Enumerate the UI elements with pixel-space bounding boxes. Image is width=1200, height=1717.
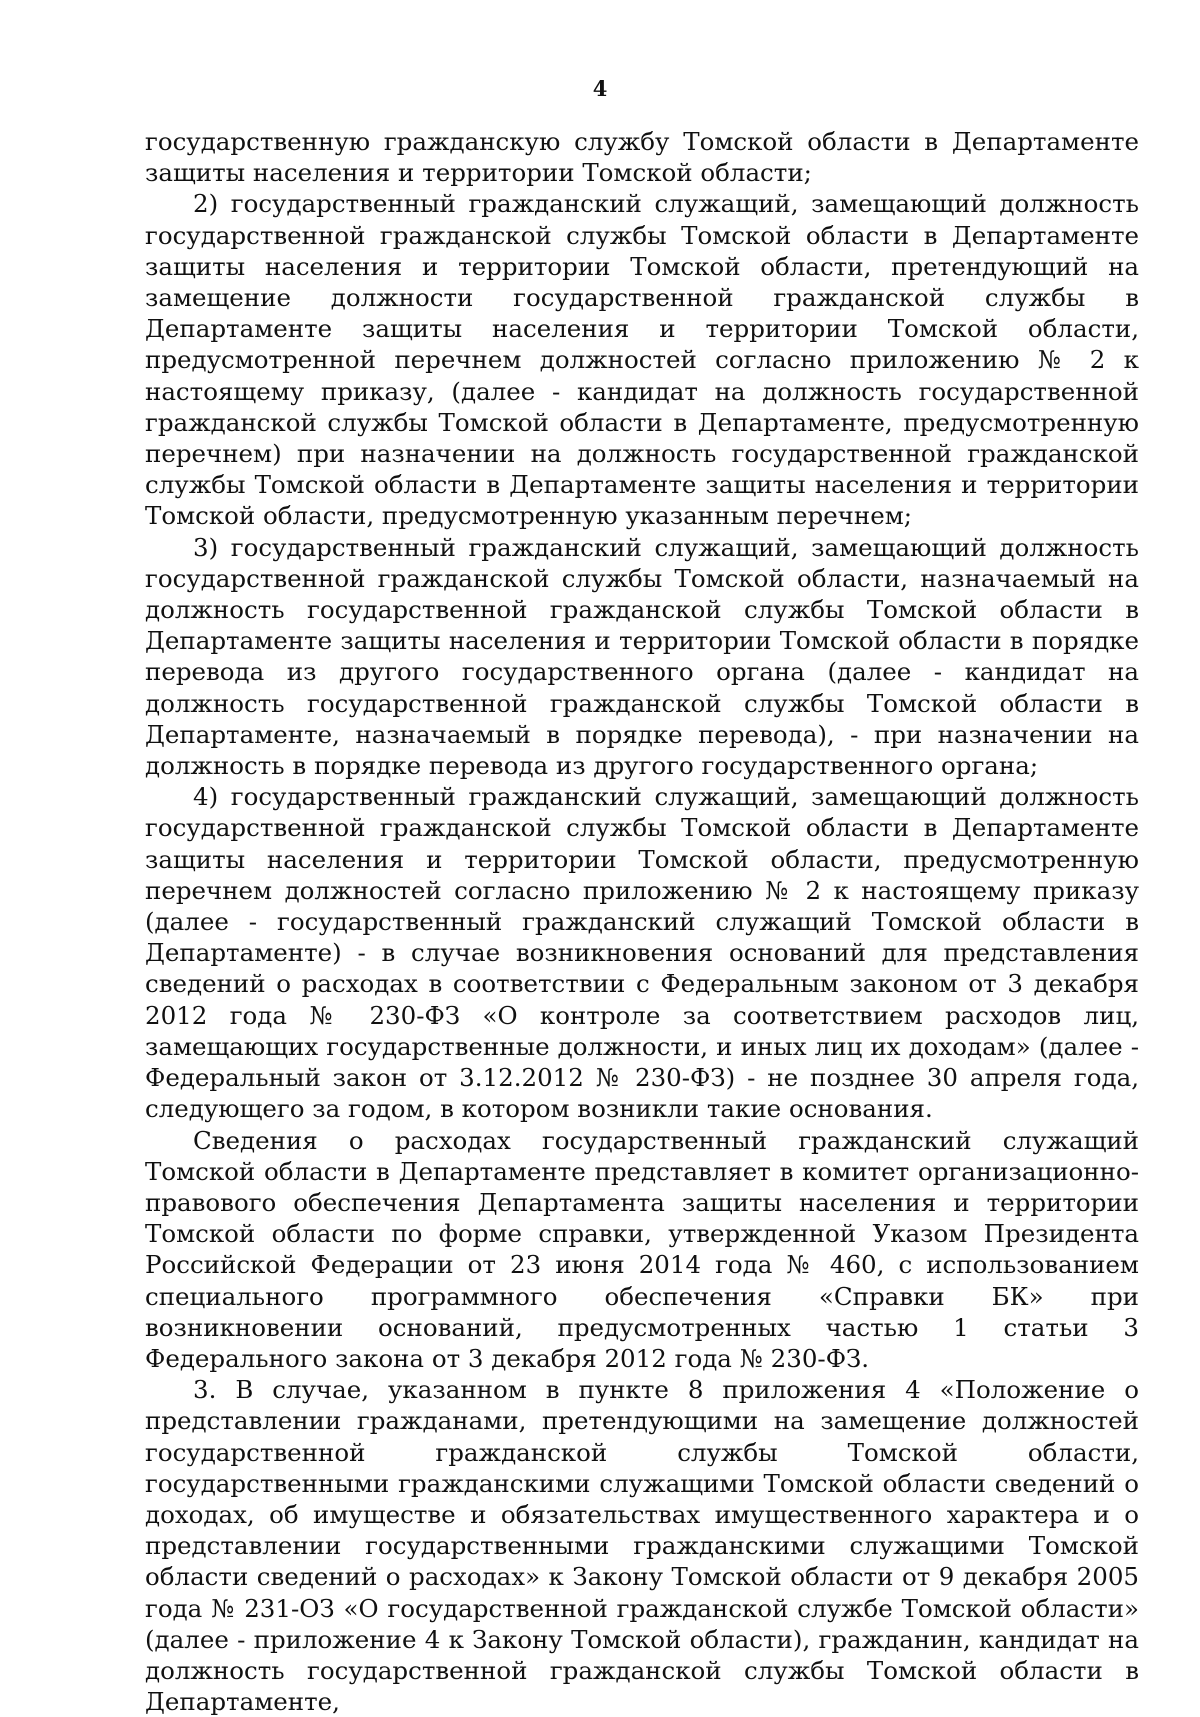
page-number: 4 bbox=[592, 76, 608, 101]
paragraph-item-4: 4) государственный гражданский служащий, замещающий должность государственной гражданской службы Томской области в Департаменте защиты населения и территории Томской области, предусмотренную перечнем должностей согласно приложению № 2 к настоящему приказу (далее - государственный гражданский служащий Томской области в Департаменте) - в случае возникновения оснований для представления сведений о расходах в соответствии с Федеральным законом от 3 декабря 2012 года № 230-ФЗ «О контроле за соответствием расходов лиц, замещающих государственные должности, и иных лиц их доходам» (далее - Федеральный закон от 3.12.2012 № 230-ФЗ) - не позднее 30 апреля года, следующего за годом, в котором возникли такие основания. bbox=[145, 782, 1139, 1124]
paragraph-section-3: 3. В случае, указанном в пункте 8 приложения 4 «Положение о представлении гражданами, претендующими на замещение должностей государственной гражданской службы Томской области, государственными гражданскими служащими Томской области сведений о доходах, об имуществе и обязательствах имущественного характера и о представлении государственными гражданскими служащими Томской области сведений о расходах» к Закону Томской области от 9 декабря 2005 года № 231-ОЗ «О государственной гражданской службе Томской области» (далее - приложение 4 к Закону Томской области), гражданин, кандидат на должность государственной гражданской службы Томской области в Департаменте, bbox=[145, 1375, 1139, 1717]
paragraph-item-3: 3) государственный гражданский служащий, замещающий должность государственной гражданской службы Томской области, назначаемый на должность государственной гражданской службы Томской области в Департаменте защиты населения и территории Томской области в порядке перевода из другого государственного органа (далее - кандидат на должность государственной гражданской службы Томской области в Департаменте, назначаемый в порядке перевода), - при назначении на должность в порядке перевода из другого государственного органа; bbox=[145, 532, 1139, 781]
paragraph-item-2: 2) государственный гражданский служащий, замещающий должность государственной гражданской службы Томской области в Департаменте защиты населения и территории Томской области, претендующий на замещение должности государственной гражданской службы в Департаменте защиты населения и территории Томской области, предусмотренной перечнем должностей согласно приложению № 2 к настоящему приказу, (далее - кандидат на должность государственной гражданской службы Томской области в Департаменте, предусмотренную перечнем) при назначении на должность государственной гражданской службы Томской области в Департаменте защиты населения и территории Томской области, предусмотренную указанным перечнем; bbox=[145, 189, 1139, 531]
paragraph-continuation: государственную гражданскую службу Томской области в Департаменте защиты населения и территории Томской области; bbox=[145, 127, 1139, 188]
paragraph-expense-info: Сведения о расходах государственный гражданский служащий Томской области в Департаменте представляет в комитет организационно-правового обеспечения Департамента защиты населения и территории Томской области по форме справки, утвержденной Указом Президента Российской Федерации от 23 июня 2014 года № 460, с использованием специального программного обеспечения «Справки БК» при возникновении оснований, предусмотренных частью 1 статьи 3 Федерального закона от 3 декабря 2012 года № 230-ФЗ. bbox=[145, 1125, 1139, 1373]
document-body bbox=[145, 126, 1139, 1717]
